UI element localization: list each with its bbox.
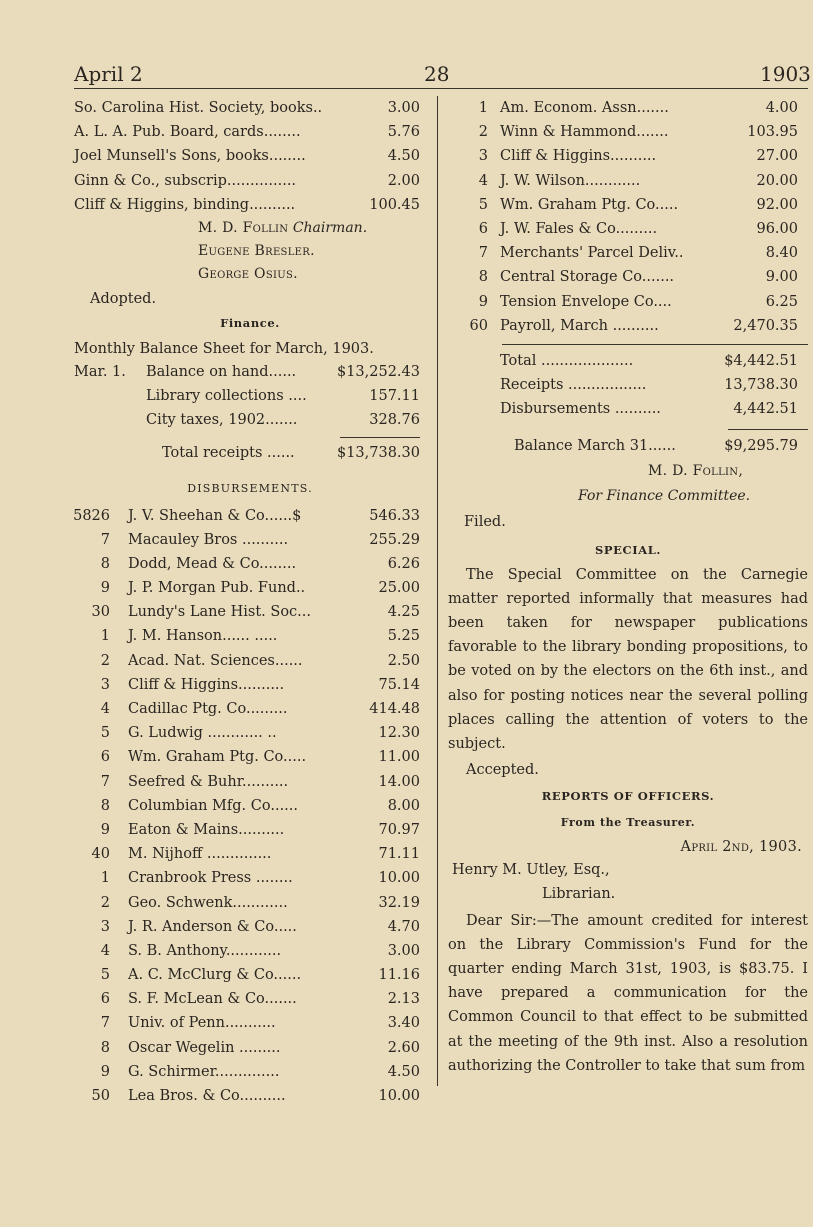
balance-line: Balance March 31...... $9,295.79: [514, 438, 798, 455]
entry-name: Seefred & Buhr..........: [128, 773, 289, 790]
entry-amount: $4,442.51: [724, 352, 798, 369]
summary-row: [448, 373, 808, 397]
entry-name: Dodd, Mead & Co........: [128, 555, 297, 572]
disbursement-row: [448, 241, 808, 265]
entry-number: 5: [478, 196, 488, 213]
entry-amount: 4.50: [387, 1063, 420, 1080]
disbursement-row: [70, 1084, 430, 1108]
entry-amount: 103.95: [747, 124, 798, 141]
entry-name: Ginn & Co., subscrip...............: [74, 172, 297, 189]
entry-amount: 5.76: [387, 124, 420, 141]
entry-name: J. V. Sheehan & Co......$: [128, 507, 302, 524]
disbursement-row: [70, 794, 430, 818]
entry-amount: 4.70: [387, 918, 420, 935]
entry-amount: 13,738.30: [724, 377, 798, 394]
finance-heading: Finance.: [220, 315, 280, 330]
running-header-year: 1903: [760, 62, 811, 86]
entry-number: 2: [100, 652, 110, 669]
disbursement-row: [70, 745, 430, 769]
entry-number: 8: [100, 555, 110, 572]
entry-name: A. C. McClurg & Co......: [128, 967, 302, 984]
entry-number: 8: [100, 797, 110, 814]
signature-3: George Osius.: [198, 265, 298, 282]
entry-number: 4: [100, 701, 110, 717]
entry-name: S. F. McLean & Co.......: [128, 991, 297, 1008]
disbursement-row: [70, 842, 430, 866]
entry-amount: 12.30: [378, 725, 420, 742]
balance-sheet-title: Monthly Balance Sheet for March, 1903.: [74, 340, 374, 357]
disbursement-row: [448, 193, 808, 217]
entry-amount: 546.33: [369, 507, 420, 524]
entry-name: J. P. Morgan Pub. Fund..: [128, 580, 306, 597]
disbursement-row: [70, 891, 430, 915]
receipt-row: [70, 384, 430, 408]
disbursement-row: [448, 144, 808, 168]
entry-number: 8: [100, 1039, 110, 1056]
disbursements-list-left: [70, 504, 430, 1109]
disbursement-row: [70, 866, 430, 890]
entry-name: J. W. Wilson............: [500, 172, 641, 189]
entry-name: City taxes, 1902.......: [146, 412, 298, 429]
entry-name: Oscar Wegelin .........: [128, 1039, 281, 1056]
payments-list: [70, 96, 430, 217]
entry-name: Cliff & Higgins..........: [128, 676, 285, 693]
entry-number: 3: [100, 918, 110, 935]
entry-number: 50: [91, 1088, 110, 1104]
entry-amount: 92.00: [756, 196, 798, 213]
entry-number: 30: [91, 604, 110, 621]
entry-name: Payroll, March ..........: [500, 317, 659, 334]
special-heading: SPECIAL.: [594, 542, 662, 557]
entry-name: J. R. Anderson & Co.....: [128, 918, 297, 935]
disbursement-row: [448, 96, 808, 120]
disbursement-row: [70, 504, 430, 528]
filed-note: Filed.: [464, 513, 506, 530]
entry-amount: 14.00: [378, 773, 420, 790]
entry-number: 5: [100, 725, 110, 742]
reports-heading: REPORTS OF OFFICERS.: [541, 789, 715, 804]
entry-amount: 4.00: [765, 100, 798, 116]
finance-signer-role: For Finance Committee.: [578, 487, 751, 504]
entry-name: G. Ludwig ............ ..: [128, 725, 277, 742]
disbursement-row: [448, 265, 808, 289]
entry-amount: 3.40: [387, 1015, 420, 1032]
entry-amount: 6.25: [765, 293, 798, 310]
entry-amount: 2.50: [387, 652, 420, 669]
entry-name: Disbursements ..........: [500, 401, 661, 418]
entry-number: 4: [100, 942, 110, 959]
entry-amount: 8.40: [765, 245, 798, 262]
receipts-list: [70, 360, 430, 433]
entry-number: 7: [478, 245, 488, 262]
entry-number: 1: [100, 628, 110, 645]
entry-name: Tension Envelope Co....: [500, 293, 672, 310]
disbursement-row: [70, 721, 430, 745]
receipt-row: [70, 408, 430, 432]
disbursement-row: [70, 1011, 430, 1035]
payment-row: [70, 144, 430, 168]
entry-name: Acad. Nat. Sciences......: [128, 652, 303, 669]
entry-name: Total ....................: [500, 352, 634, 369]
finance-signer: M. D. Follin,: [648, 462, 744, 479]
balance-rule: [728, 429, 808, 430]
entry-number: 1: [478, 100, 488, 116]
letter-addressee: Henry M. Utley, Esq.,: [452, 862, 610, 879]
entry-amount: 70.97: [378, 821, 420, 838]
entry-number: 60: [469, 317, 488, 334]
summary-row: [448, 397, 808, 421]
entry-name: Lundy's Lane Hist. Soc...: [128, 604, 311, 621]
entry-name: Balance on hand......: [146, 363, 297, 380]
entry-amount: 20.00: [756, 172, 798, 189]
summary-rule: [502, 344, 808, 345]
entry-amount: 157.11: [369, 388, 420, 405]
receipt-row: [70, 360, 430, 384]
entry-amount: 8.00: [387, 797, 420, 814]
entry-amount: $13,252.43: [336, 363, 420, 380]
entry-amount: 4.50: [387, 148, 420, 165]
entry-name: Eaton & Mains..........: [128, 821, 285, 838]
disbursements-heading: DISBURSEMENTS.: [187, 481, 313, 495]
entry-number: 9: [478, 293, 488, 310]
signature-chairman: M. D. Follin Chairman.: [198, 219, 368, 236]
letter-body: Dear Sir:—The amount credited for interest on the Library Commission's Fund for the quarter ending March 31st, 1903, is $83.75. I have prepared a communication for the Common Council to that effect to be submitted at the meeting of the 9th inst. Also a resolution authorizing the Controller to take that sum from: [448, 912, 808, 1074]
entry-name: J. M. Hanson...... .....: [128, 628, 278, 645]
disbursement-row: [70, 770, 430, 794]
signature-2: Eugene Bresler.: [198, 242, 315, 259]
entry-amount: 2.13: [387, 991, 420, 1008]
entry-name: S. B. Anthony............: [128, 942, 282, 959]
entry-amount: 2,470.35: [733, 317, 798, 334]
entry-number: 5826: [73, 507, 110, 524]
summary-row: [448, 349, 808, 373]
entry-amount: 75.14: [378, 676, 420, 693]
entry-amount: 3.00: [387, 942, 420, 959]
disbursement-row: [70, 818, 430, 842]
entry-amount: 2.60: [387, 1039, 420, 1056]
entry-name: Cliff & Higgins, binding..........: [74, 196, 296, 213]
entry-number: 7: [100, 531, 110, 548]
entry-number: 9: [100, 821, 110, 838]
entry-number: 3: [100, 676, 110, 693]
entry-amount: 4,442.51: [733, 401, 798, 418]
entry-name: Wm. Graham Ptg. Co.....: [500, 196, 679, 213]
entry-amount: 4.25: [387, 604, 420, 621]
accepted-note: Accepted.: [466, 762, 539, 779]
entry-name: Wm. Graham Ptg. Co.....: [128, 749, 307, 766]
entry-name: Library collections ....: [146, 388, 307, 405]
entry-amount: 10.00: [378, 1088, 420, 1104]
entry-number: 8: [478, 269, 488, 286]
entry-name: Cadillac Ptg. Co.........: [128, 701, 288, 717]
treasurer-heading: From the Treasurer.: [560, 816, 696, 830]
entry-number: 7: [100, 1015, 110, 1032]
entry-name: Am. Econom. Assn.......: [500, 100, 669, 116]
disbursement-row: [70, 624, 430, 648]
entry-name: Univ. of Penn...........: [128, 1015, 276, 1032]
entry-name: Columbian Mfg. Co......: [128, 797, 298, 814]
entry-name: Macauley Bros ..........: [128, 531, 289, 548]
entry-amount: 25.00: [378, 580, 420, 597]
entry-amount: 100.45: [369, 196, 420, 213]
entry-name: M. Nijhoff ..............: [128, 846, 272, 863]
total-receipts: Total receipts ...... $13,738.30: [162, 444, 420, 461]
special-paragraph: The Special Committee on the Carnegie matter reported informally that measures had been taken for newspaper publications favorable to the library bonding propositions, to be voted on by the electors on the 6th inst., and also for posting notices near the several polling places calling the attention of voters to the subject.: [448, 566, 808, 753]
entry-number: 4: [478, 172, 488, 189]
entry-name: Receipts .................: [500, 377, 647, 394]
disbursement-row: [448, 120, 808, 144]
entry-name: Joel Munsell's Sons, books........: [74, 148, 306, 165]
payment-row: [70, 169, 430, 193]
entry-amount: 6.26: [387, 555, 420, 572]
entry-amount: 11.00: [378, 749, 420, 766]
entry-name: Lea Bros. & Co..........: [128, 1088, 286, 1104]
entry-amount: 11.16: [378, 967, 420, 984]
letter-addressee-title: Librarian.: [542, 886, 616, 903]
entry-name: A. L. A. Pub. Board, cards........: [74, 124, 301, 141]
disbursement-row: [70, 528, 430, 552]
entry-number: 3: [478, 148, 488, 165]
entry-amount: 10.00: [378, 870, 420, 887]
entry-number: 5: [100, 967, 110, 984]
entry-amount: 9.00: [765, 269, 798, 286]
left-column: [70, 96, 430, 1108]
entry-number: 2: [478, 124, 488, 141]
entry-name: Central Storage Co.......: [500, 269, 675, 286]
entry-name: So. Carolina Hist. Society, books..: [74, 100, 323, 116]
entry-number: 6: [478, 220, 488, 237]
entry-amount: 5.25: [387, 628, 420, 645]
payment-row: [70, 120, 430, 144]
disbursement-row: [70, 987, 430, 1011]
entry-name: Geo. Schwenk............: [128, 894, 288, 911]
entry-amount: 32.19: [378, 894, 420, 911]
disbursement-row: [448, 217, 808, 241]
entry-name: Merchants' Parcel Deliv..: [500, 245, 684, 262]
disbursement-row: [448, 314, 808, 338]
column-divider: [437, 96, 438, 1086]
entry-number: 6: [100, 749, 110, 766]
disbursement-row: [70, 600, 430, 624]
entry-number: 9: [100, 580, 110, 597]
disbursement-row: [448, 290, 808, 314]
header-rule: [74, 88, 808, 89]
payment-row: [70, 96, 430, 120]
page-number: 28: [424, 62, 450, 86]
running-header-date: April 2: [74, 62, 143, 86]
entry-name: Cliff & Higgins..........: [500, 148, 657, 165]
disbursement-row: [70, 915, 430, 939]
entry-number: 9: [100, 1063, 110, 1080]
entry-number: 40: [91, 846, 110, 863]
disbursement-row: [70, 697, 430, 721]
entry-number: 2: [100, 894, 110, 911]
entry-name: G. Schirmer..............: [128, 1063, 280, 1080]
entry-name: J. W. Fales & Co.........: [500, 220, 658, 237]
adopted-note: Adopted.: [90, 290, 157, 307]
summary-list: [448, 349, 808, 422]
disbursement-row: [70, 939, 430, 963]
entry-amount: 96.00: [756, 220, 798, 237]
disbursement-row: [70, 1036, 430, 1060]
payment-row: [70, 193, 430, 217]
entry-amount: 255.29: [369, 531, 420, 548]
disbursement-row: [70, 963, 430, 987]
disbursement-row: [70, 649, 430, 673]
disbursement-row: [70, 576, 430, 600]
entry-number: 6: [100, 991, 110, 1008]
entry-name: Cranbrook Press ........: [128, 870, 293, 887]
entry-amount: 2.00: [387, 172, 420, 189]
entry-amount: 3.00: [387, 100, 420, 116]
disbursement-row: [70, 552, 430, 576]
disbursement-row: [70, 1060, 430, 1084]
letter-date: April 2nd, 1903.: [680, 839, 802, 856]
entry-amount: 71.11: [378, 846, 420, 863]
disbursements-list-right: [448, 96, 808, 338]
entry-amount: 27.00: [756, 148, 798, 165]
entry-number: 7: [100, 773, 110, 790]
entry-number: 1: [100, 870, 110, 887]
disbursement-row: [70, 673, 430, 697]
entry-amount: 328.76: [369, 412, 420, 429]
entry-date: Mar. 1.: [74, 363, 126, 380]
disbursement-row: [448, 169, 808, 193]
right-column: [448, 96, 808, 1078]
entry-amount: 414.48: [369, 701, 420, 717]
entry-name: Winn & Hammond.......: [500, 124, 669, 141]
